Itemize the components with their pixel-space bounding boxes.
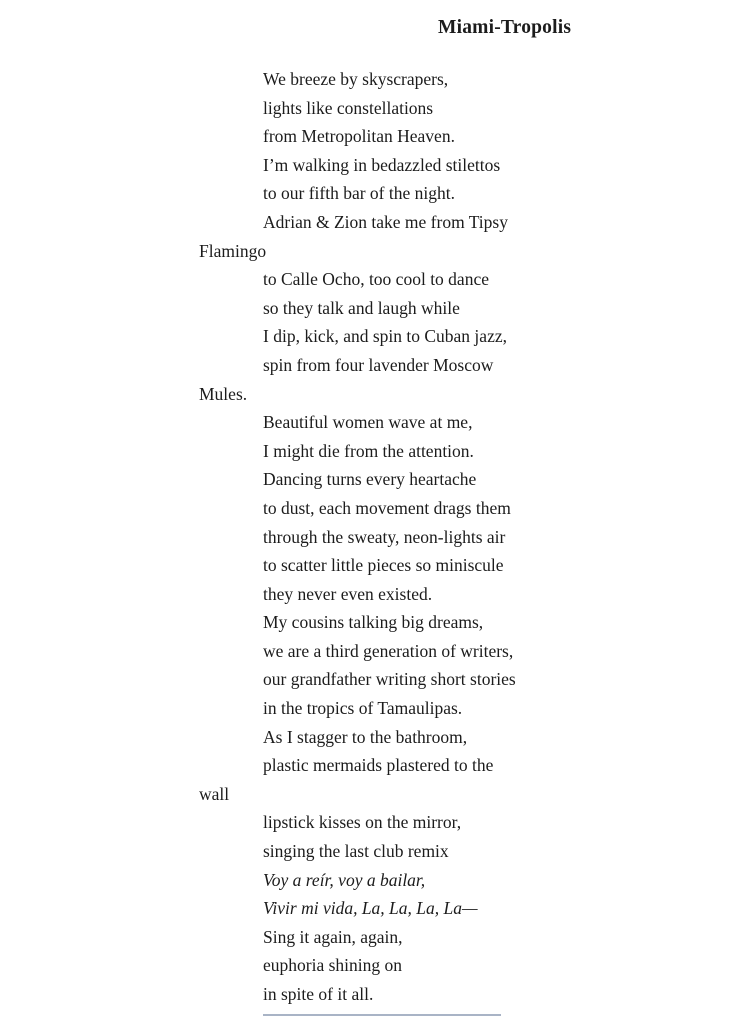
clipped-next-line-sliver [263, 1014, 501, 1016]
poem-line: Vivir mi vida, La, La, La, La— [263, 898, 478, 919]
poem-line: we are a third generation of writers, [263, 640, 514, 661]
poem-line: singing the last club remix [263, 841, 449, 862]
poem-line: to scatter little pieces so miniscule [263, 555, 504, 576]
poem-line: to dust, each movement drags them [263, 497, 511, 518]
poem-line: Dancing turns every heartache [263, 469, 477, 490]
poem-line: euphoria shining on [263, 955, 403, 976]
poem-line: in spite of it all. [263, 984, 374, 1004]
poem-line: in the tropics of Tamaulipas. [263, 698, 463, 719]
poem-line: lights like constellations [263, 97, 434, 118]
poem-body [0, 65, 756, 1009]
poem-line: spin from four lavender Moscow [263, 354, 494, 375]
poem-line: Beautiful women wave at me, [263, 412, 473, 433]
poem-line: from Metropolitan Heaven. [263, 126, 455, 147]
poem-line: to Calle Ocho, too cool to dance [263, 269, 489, 290]
poem-line: Voy a reír, voy a bailar, [263, 869, 426, 890]
poem-line: plastic mermaids plastered to the [263, 755, 494, 776]
poem-line: Mules. [199, 383, 248, 404]
poem-line: I dip, kick, and spin to Cuban jazz, [263, 326, 507, 347]
poem-line: Adrian & Zion take me from Tipsy [263, 211, 508, 232]
poem-line: so they talk and laugh while [263, 297, 460, 318]
poem-line: to our fifth bar of the night. [263, 183, 455, 204]
poem-line: through the sweaty, neon-lights air [263, 526, 506, 547]
poem-line: As I stagger to the bathroom, [263, 726, 468, 747]
poem-line: We breeze by skyscrapers, [263, 69, 449, 89]
poem-line: I’m walking in bedazzled stilettos [263, 154, 501, 175]
poem-line: wall [199, 783, 230, 804]
poem-line: My cousins talking big dreams, [263, 612, 484, 633]
poem-line: I might die from the attention. [263, 440, 474, 461]
poem-line: Sing it again, again, [263, 926, 403, 947]
poem-line: our grandfather writing short stories [263, 669, 516, 690]
poem-line: Flamingo [199, 240, 267, 261]
poem-line: lipstick kisses on the mirror, [263, 812, 462, 833]
document-title: Miami-Tropolis [438, 17, 572, 38]
poem-line: they never even existed. [263, 583, 433, 604]
